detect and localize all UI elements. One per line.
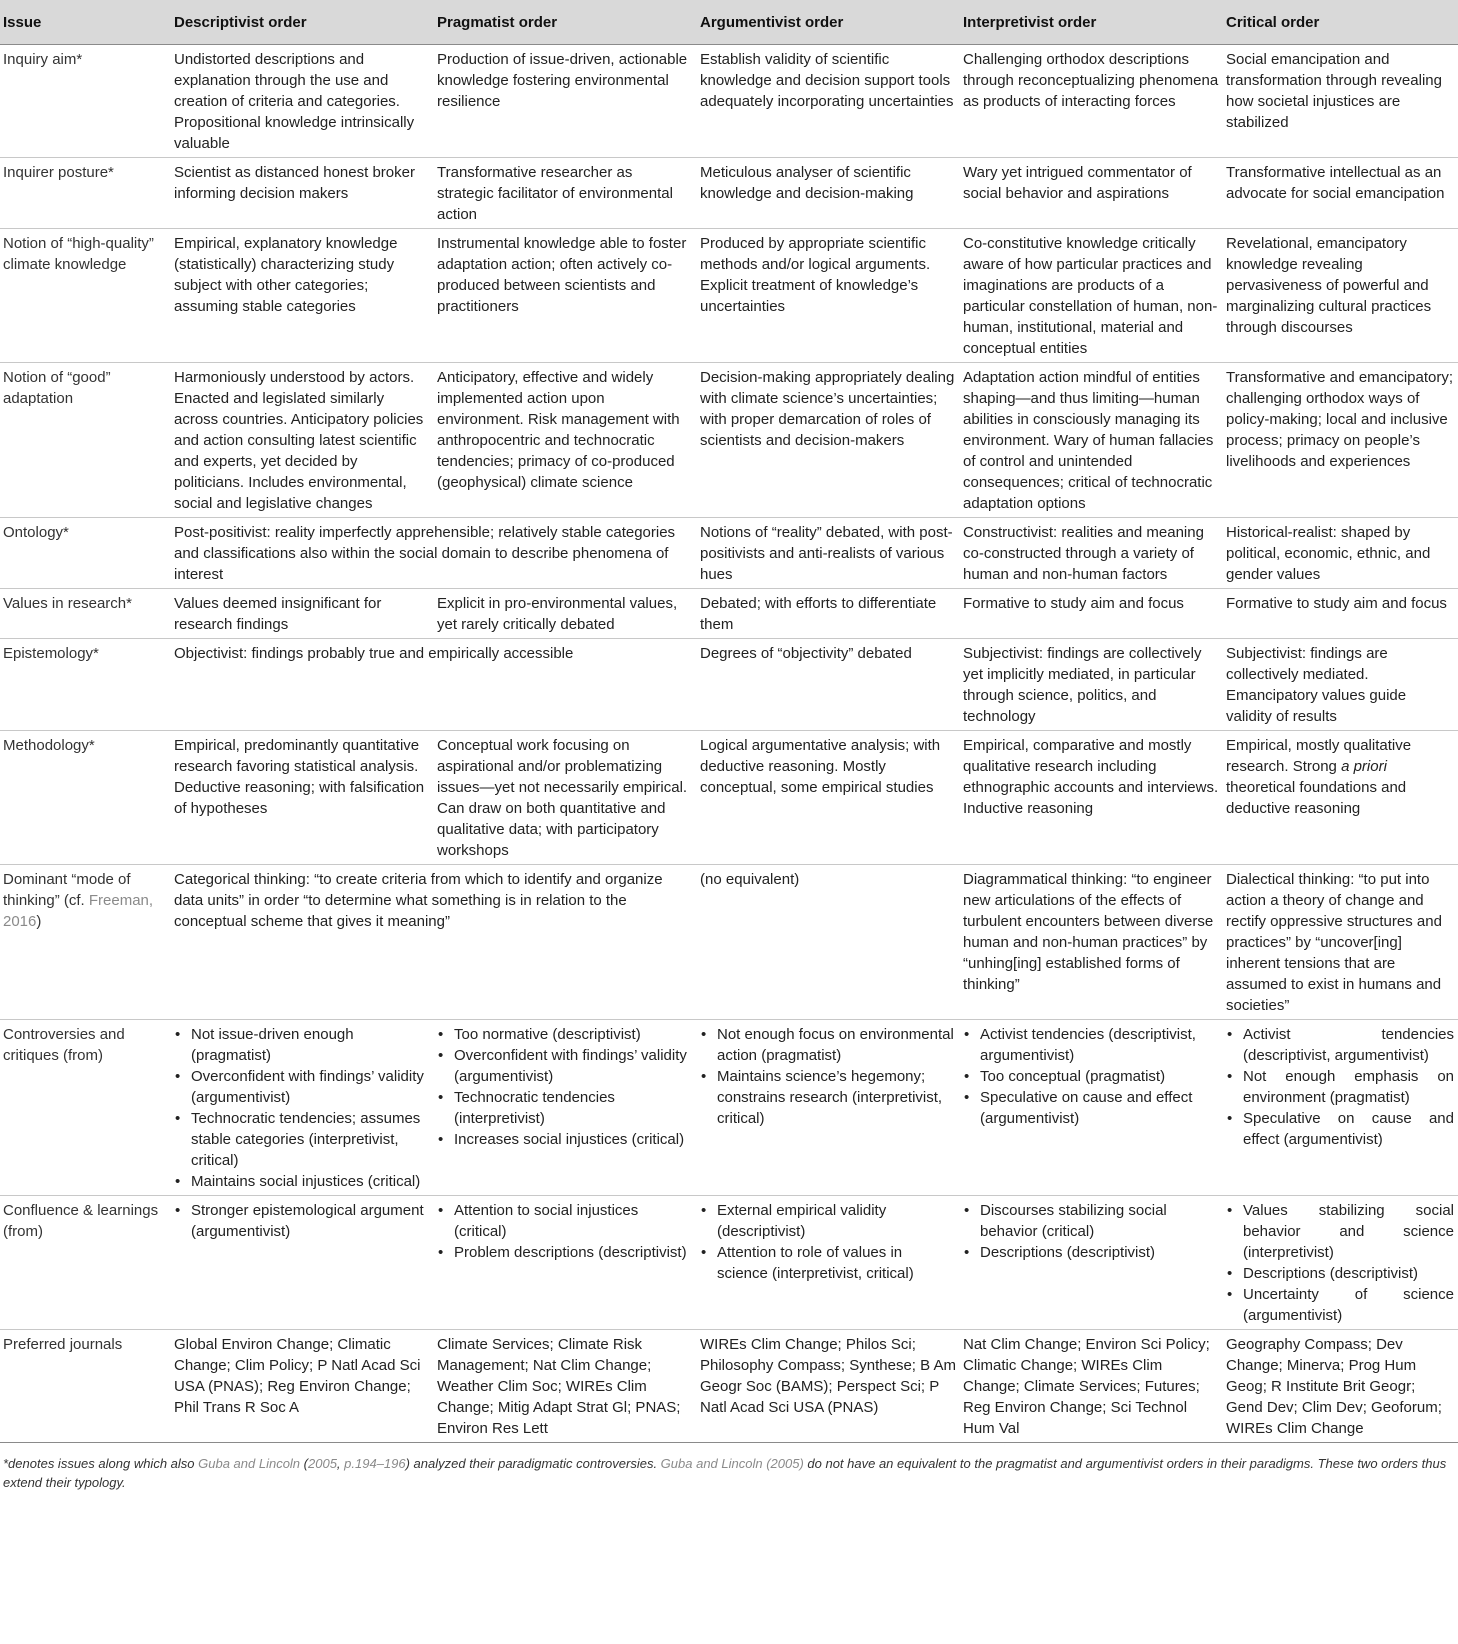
cell-critical xyxy=(1223,731,1458,865)
cell-argumentivist: Degrees of “objectivity” debated xyxy=(697,639,960,731)
critical-text-start: Empirical, mostly qualitative research. Strong xyxy=(1226,737,1412,775)
cell-argumentivist: WIREs Clim Change; Philos Sci; Philosophy Compass; Synthese; B Am Geogr Soc (BAMS); Perspect Sci; P Natl Acad Sci USA (PNAS) xyxy=(697,1330,960,1443)
cell-critical: Transformative and emancipatory; challenging orthodox ways of policy-making; local and inclusive process; primacy on people’s livelihoods and experiences xyxy=(1223,363,1458,518)
bullet-list xyxy=(174,1024,430,1192)
list-item: • Values stabilizing social behavior and science (interpretivist) xyxy=(1243,1200,1454,1263)
list-item: • Not issue-driven enough (pragmatist) xyxy=(191,1024,430,1066)
list-item: • Stronger epistemological argument (argumentivist) xyxy=(191,1200,430,1242)
list-item: • External empirical validity (descriptivist) xyxy=(717,1200,956,1242)
bullet-list xyxy=(700,1024,956,1129)
row-issue-label: Values in research* xyxy=(0,589,171,639)
cell-pragmatist: Anticipatory, effective and widely implemented action upon environment. Risk management with anthropocentric and technocratic tendencies; primacy of co-produced (geophysical) climate science xyxy=(434,363,697,518)
row-issue-label: Controversies and critiques (from) xyxy=(0,1020,171,1196)
citation-link[interactable]: p.194–196 xyxy=(344,1456,406,1471)
cell-interpretivist: Nat Clim Change; Environ Sci Policy; Climatic Change; WIREs Clim Change; Climate Services; Futures; Reg Environ Change; Sci Technol Hum Val xyxy=(960,1330,1223,1443)
header-descriptivist: Descriptivist order xyxy=(171,0,434,45)
issue-close: ) xyxy=(36,913,42,930)
cell-descriptivist: Values deemed insignificant for research findings xyxy=(171,589,434,639)
list-item: • Not enough focus on environmental action (pragmatist) xyxy=(717,1024,956,1066)
cell-interpretivist: Wary yet intrigued commentator of social behavior and aspirations xyxy=(960,158,1223,229)
citation-link[interactable]: Guba and Lincoln xyxy=(198,1456,301,1471)
table-row-ontology xyxy=(0,518,1458,589)
list-item: • Maintains social injustices (critical) xyxy=(191,1171,430,1192)
cell-descriptivist xyxy=(171,1196,434,1330)
cell-interpretivist: Subjectivist: findings are collectively yet implicitly mediated, in particular through science, politics, and technology xyxy=(960,639,1223,731)
cell-argumentivist xyxy=(697,1196,960,1330)
cell-interpretivist: Constructivist: realities and meaning co-constructed through a variety of human and non-human factors xyxy=(960,518,1223,589)
list-item: • Not enough emphasis on environment (pragmatist) xyxy=(1243,1066,1454,1108)
footnote-text: ( xyxy=(300,1456,308,1471)
list-item: • Technocratic tendencies; assumes stable categories (interpretivist, critical) xyxy=(191,1108,430,1171)
cell-interpretivist xyxy=(960,1196,1223,1330)
row-issue-label: Methodology* xyxy=(0,731,171,865)
bullet-list xyxy=(1226,1200,1454,1326)
cell-descriptivist: Harmoniously understood by actors. Enacted and legislated similarly across countries. Anticipatory policies and action consulting latest scientific and experts, yet decided by politicians. Includes environmental, social and legislative changes xyxy=(171,363,434,518)
list-item: • Problem descriptions (descriptivist) xyxy=(454,1242,693,1263)
row-issue-label: Ontology* xyxy=(0,518,171,589)
list-item: • Discourses stabilizing social behavior (critical) xyxy=(980,1200,1219,1242)
cell-argumentivist: Decision-making appropriately dealing with climate science’s uncertainties; with proper demarcation of roles of scientists and decision-makers xyxy=(697,363,960,518)
cell-critical: Subjectivist: findings are collectively mediated. Emancipatory values guide validity of results xyxy=(1223,639,1458,731)
cell-critical: Transformative intellectual as an advocate for social emancipation xyxy=(1223,158,1458,229)
row-issue-label: Inquiry aim* xyxy=(0,45,171,158)
cell-argumentivist: Debated; with efforts to differentiate them xyxy=(697,589,960,639)
cell-pragmatist xyxy=(434,1196,697,1330)
list-item: • Overconfident with findings’ validity (argumentivist) xyxy=(191,1066,430,1108)
cell-interpretivist: Formative to study aim and focus xyxy=(960,589,1223,639)
list-item: • Too normative (descriptivist) xyxy=(454,1024,693,1045)
cell-descriptivist: Scientist as distanced honest broker informing decision makers xyxy=(171,158,434,229)
cell-pragmatist: Climate Services; Climate Risk Management; Nat Clim Change; Weather Clim Soc; WIREs Clim Change; Mitig Adapt Strat Gl; PNAS; Environ Res Lett xyxy=(434,1330,697,1443)
cell-critical: Formative to study aim and focus xyxy=(1223,589,1458,639)
issue-text: Dominant “mode of thinking” (cf. xyxy=(3,871,131,909)
cell-interpretivist: Adaptation action mindful of entities shaping—and thus limiting—human abilities in consciously managing its environment. Wary of human fallacies of control and unintended consequences; critical of technocratic adaptation options xyxy=(960,363,1223,518)
footnote-text: do not have an equivalent to the pragmatist and argumentivist orders in their paradigms. These two orders thus extend their typology. xyxy=(3,1456,1447,1490)
table-header-row xyxy=(0,0,1458,45)
row-issue-label: Confluence & learnings (from) xyxy=(0,1196,171,1330)
list-item: • Speculative on cause and effect (argumentivist) xyxy=(1243,1108,1454,1150)
cell-critical: Social emancipation and transformation through revealing how societal injustices are stabilized xyxy=(1223,45,1458,158)
table-row-inquirer-posture xyxy=(0,158,1458,229)
bullet-list xyxy=(700,1200,956,1284)
list-item: • Uncertainty of science (argumentivist) xyxy=(1243,1284,1454,1326)
cell-descriptivist: Empirical, predominantly quantitative research favoring statistical analysis. Deductive reasoning; with falsification of hypotheses xyxy=(171,731,434,865)
cell-critical: Historical-realist: shaped by political, economic, ethnic, and gender values xyxy=(1223,518,1458,589)
cell-pragmatist: Conceptual work focusing on aspirational and/or problematizing issues—yet not necessarily empirical. Can draw on both quantitative and qualitative data; with participatory workshops xyxy=(434,731,697,865)
table-row-values-in-research xyxy=(0,589,1458,639)
cell-argumentivist: Establish validity of scientific knowledge and decision support tools adequately incorporating uncertainties xyxy=(697,45,960,158)
list-item: • Descriptions (descriptivist) xyxy=(1243,1263,1454,1284)
critical-text-italic: a priori xyxy=(1341,758,1387,775)
cell-descriptivist-pragmatist: Categorical thinking: “to create criteria from which to identify and organize data units” in order “to determine what something is in relation to the conceptual scheme that gives it meaning” xyxy=(171,865,697,1020)
header-interpretivist: Interpretivist order xyxy=(960,0,1223,45)
cell-pragmatist: Instrumental knowledge able to foster adaptation action; often actively co-produced between scientists and practitioners xyxy=(434,229,697,363)
header-argumentivist: Argumentivist order xyxy=(697,0,960,45)
cell-argumentivist: Meticulous analyser of scientific knowledge and decision-making xyxy=(697,158,960,229)
row-issue-label xyxy=(0,865,171,1020)
table-row-high-quality-knowledge xyxy=(0,229,1458,363)
footnote-text: , xyxy=(336,1456,345,1471)
table-row-epistemology xyxy=(0,639,1458,731)
cell-argumentivist: (no equivalent) xyxy=(697,865,960,1020)
table-row-methodology xyxy=(0,731,1458,865)
row-issue-label: Notion of “high-quality” climate knowledge xyxy=(0,229,171,363)
cell-argumentivist: Logical argumentative analysis; with deductive reasoning. Mostly conceptual, some empirical studies xyxy=(697,731,960,865)
header-critical: Critical order xyxy=(1223,0,1458,45)
cell-descriptivist xyxy=(171,1020,434,1196)
citation-link[interactable]: Guba and Lincoln (2005) xyxy=(660,1456,804,1471)
list-item: • Too conceptual (pragmatist) xyxy=(980,1066,1219,1087)
cell-pragmatist: Transformative researcher as strategic facilitator of environmental action xyxy=(434,158,697,229)
row-issue-label: Preferred journals xyxy=(0,1330,171,1443)
critical-text-end: theoretical foundations and deductive reasoning xyxy=(1226,779,1407,817)
citation-link[interactable]: 2005 xyxy=(308,1456,337,1471)
footnote-text: *denotes issues along which also xyxy=(3,1456,199,1471)
list-item: • Descriptions (descriptivist) xyxy=(980,1242,1219,1263)
cell-argumentivist: Notions of “reality” debated, with post-positivists and anti-realists of various hues xyxy=(697,518,960,589)
list-item: • Overconfident with findings’ validity (argumentivist) xyxy=(454,1045,693,1087)
list-item: • Increases social injustices (critical) xyxy=(454,1129,693,1150)
bullet-list xyxy=(437,1024,693,1150)
bullet-list xyxy=(437,1200,693,1263)
cell-interpretivist: Diagrammatical thinking: “to engineer new articulations of the effects of turbulent encounters between diverse human and non-human practices” by “unhing[ing] established forms of thinking” xyxy=(960,865,1223,1020)
list-item: • Technocratic tendencies (interpretivist) xyxy=(454,1087,693,1129)
table-row-good-adaptation xyxy=(0,363,1458,518)
bullet-list xyxy=(963,1200,1219,1263)
cell-critical: Dialectical thinking: “to put into action a theory of change and rectify oppressive structures and practices” by “uncover[ing] inherent tensions that are assumed to exist in humans and societies” xyxy=(1223,865,1458,1020)
list-item: • Activist tendencies (descriptivist, argumentivist) xyxy=(980,1024,1219,1066)
list-item: • Maintains science’s hegemony; constrains research (interpretivist, critical) xyxy=(717,1066,956,1129)
cell-descriptivist-pragmatist: Objectivist: findings probably true and empirically accessible xyxy=(171,639,697,731)
cell-argumentivist xyxy=(697,1020,960,1196)
cell-descriptivist: Empirical, explanatory knowledge (statistically) characterizing study subject with other categories; assuming stable categories xyxy=(171,229,434,363)
header-issue: Issue xyxy=(0,0,171,45)
table-row-confluence xyxy=(0,1196,1458,1330)
header-pragmatist: Pragmatist order xyxy=(434,0,697,45)
row-issue-label: Inquirer posture* xyxy=(0,158,171,229)
row-issue-label: Notion of “good” adaptation xyxy=(0,363,171,518)
cell-descriptivist: Global Environ Change; Climatic Change; Clim Policy; P Natl Acad Sci USA (PNAS); Reg Environ Change; Phil Trans R Soc A xyxy=(171,1330,434,1443)
table-footnote xyxy=(0,1443,1458,1492)
list-item: • Attention to role of values in science (interpretivist, critical) xyxy=(717,1242,956,1284)
footnote-text: ) analyzed their paradigmatic controversies. xyxy=(405,1456,661,1471)
bullet-list xyxy=(963,1024,1219,1129)
cell-interpretivist: Empirical, comparative and mostly qualitative research including ethnographic accounts and interviews. Inductive reasoning xyxy=(960,731,1223,865)
row-issue-label: Epistemology* xyxy=(0,639,171,731)
bullet-list xyxy=(174,1200,430,1242)
table-row-controversies xyxy=(0,1020,1458,1196)
cell-interpretivist xyxy=(960,1020,1223,1196)
list-item: • Speculative on cause and effect (argumentivist) xyxy=(980,1087,1219,1129)
cell-descriptivist: Undistorted descriptions and explanation through the use and creation of criteria and categories. Propositional knowledge intrinsically valuable xyxy=(171,45,434,158)
cell-critical xyxy=(1223,1196,1458,1330)
cell-interpretivist: Co-constitutive knowledge critically aware of how particular practices and imaginations are products of a particular constellation of human, non-human, institutional, material and conceptual entities xyxy=(960,229,1223,363)
table-row-preferred-journals xyxy=(0,1330,1458,1443)
cell-pragmatist xyxy=(434,1020,697,1196)
table-row-mode-of-thinking xyxy=(0,865,1458,1020)
cell-pragmatist: Production of issue-driven, actionable knowledge fostering environmental resilience xyxy=(434,45,697,158)
table-row-inquiry-aim xyxy=(0,45,1458,158)
citation-link[interactable]: Freeman, 2016 xyxy=(3,892,154,930)
cell-descriptivist-pragmatist: Post-positivist: reality imperfectly apprehensible; relatively stable categories and classifications also within the social domain to describe phenomena of interest xyxy=(171,518,697,589)
cell-critical xyxy=(1223,1020,1458,1196)
cell-interpretivist: Challenging orthodox descriptions through reconceptualizing phenomena as products of interacting forces xyxy=(960,45,1223,158)
cell-critical: Revelational, emancipatory knowledge revealing pervasiveness of powerful and marginalizing cultural practices through discourses xyxy=(1223,229,1458,363)
list-item: • Activist tendencies (descriptivist, argumentivist) xyxy=(1243,1024,1454,1066)
cell-argumentivist: Produced by appropriate scientific methods and/or logical arguments. Explicit treatment of knowledge’s uncertainties xyxy=(697,229,960,363)
list-item: • Attention to social injustices (critical) xyxy=(454,1200,693,1242)
bullet-list xyxy=(1226,1024,1454,1150)
cell-critical: Geography Compass; Dev Change; Minerva; Prog Hum Geog; R Institute Brit Geogr; Gend Dev; Clim Dev; Geoforum; WIREs Clim Change xyxy=(1223,1330,1458,1443)
cell-pragmatist: Explicit in pro-environmental values, yet rarely critically debated xyxy=(434,589,697,639)
